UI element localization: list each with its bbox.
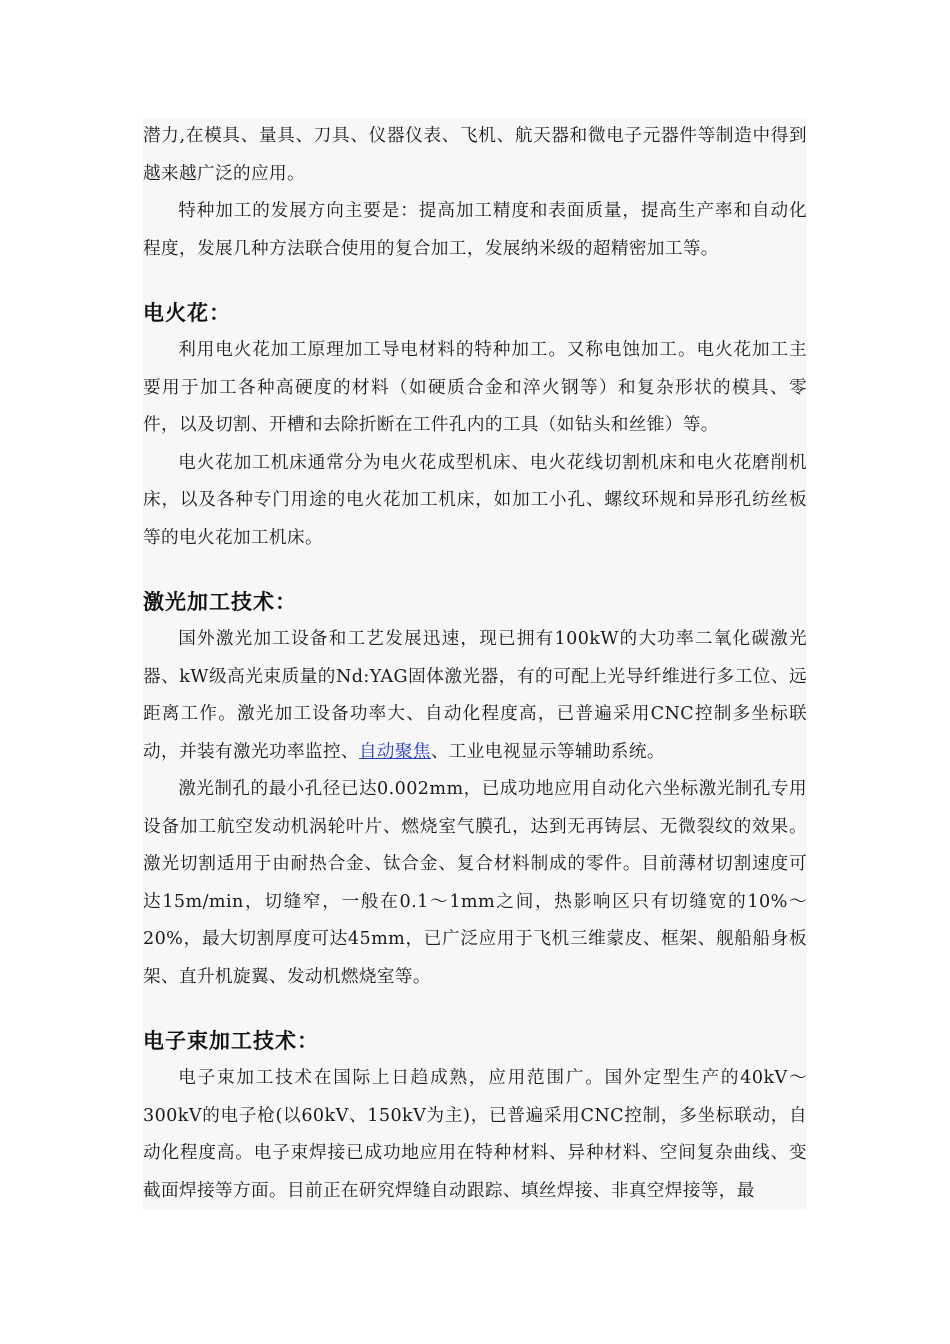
section-heading-edm: 电火花：	[143, 301, 231, 325]
laser-text-before-link: 国外激光加工设备和工艺发展迅速，现已拥有100kW的大功率二氧化碳激光器、kW级高光束质量的Nd:YAG固体激光器，有的可配上光导纤维进行多工位、远距离工作。激光加工设备功率大、自动化程度高，已普遍采用CNC控制多坐标联动，并装有激光功率监控、	[143, 629, 807, 762]
ebeam-paragraph-1: 电子束加工技术在国际上日趋成熟，应用范围广。国外定型生产的40kV～300kV的电子枪(以60kV、150kV为主)，已普遍采用CNC控制，多坐标联动，自动化程度高。电子束焊接已成功地应用在特种材料、异种材料、空间复杂曲线、变截面焊接等方面。目前正在研究焊缝自动跟踪、填丝焊接、非真空焊接等，最	[143, 1068, 807, 1201]
section-spacer	[143, 996, 807, 1026]
section-spacer	[143, 268, 807, 298]
intro-paragraph-2: 特种加工的发展方向主要是：提高加工精度和表面质量，提高生产率和自动化程度，发展几种方法联合使用的复合加工，发展纳米级的超精密加工等。	[143, 201, 807, 259]
auto-focus-link[interactable]: 自动聚焦	[358, 741, 431, 762]
section-heading-laser: 激光加工技术：	[143, 590, 297, 614]
section-spacer	[143, 557, 807, 587]
edm-paragraph-2: 电火花加工机床通常分为电火花成型机床、电火花线切割机床和电火花磨削机床，以及各种专门用途的电火花加工机床，如加工小孔、螺纹环规和异形孔纺丝板等的电火花加工机床。	[143, 452, 807, 548]
text-column	[143, 118, 807, 1210]
laser-paragraph-1	[143, 621, 807, 771]
laser-text-after-link: 、工业电视显示等辅助系统。	[430, 741, 665, 762]
intro-paragraph-1: 潜力,在模具、量具、刀具、仪器仪表、飞机、航天器和微电子元器件等制造中得到越来越广泛的应用。	[143, 126, 807, 184]
edm-paragraph-1: 利用电火花加工原理加工导电材料的特种加工。又称电蚀加工。电火花加工主要用于加工各种高硬度的材料（如硬质合金和淬火钢等）和复杂形状的模具、零件，以及切割、开槽和去除折断在工件孔内的工具（如钻头和丝锥）等。	[143, 340, 807, 435]
laser-paragraph-2: 激光制孔的最小孔径已达0.002mm，已成功地应用自动化六坐标激光制孔专用设备加工航空发动机涡轮叶片、燃烧室气膜孔，达到无再铸层、无微裂纹的效果。激光切割适用于由耐热合金、钛合金、复合材料制成的零件。目前薄材切割速度可达15m/min，切缝窄，一般在0.1～1mm之间，热影响区只有切缝宽的10%～20%，最大切割厚度可达45mm，已广泛应用于飞机三维蒙皮、框架、舰船船身板架、直升机旋翼、发动机燃烧室等。	[143, 779, 807, 987]
section-heading-ebeam: 电子束加工技术：	[143, 1029, 319, 1053]
